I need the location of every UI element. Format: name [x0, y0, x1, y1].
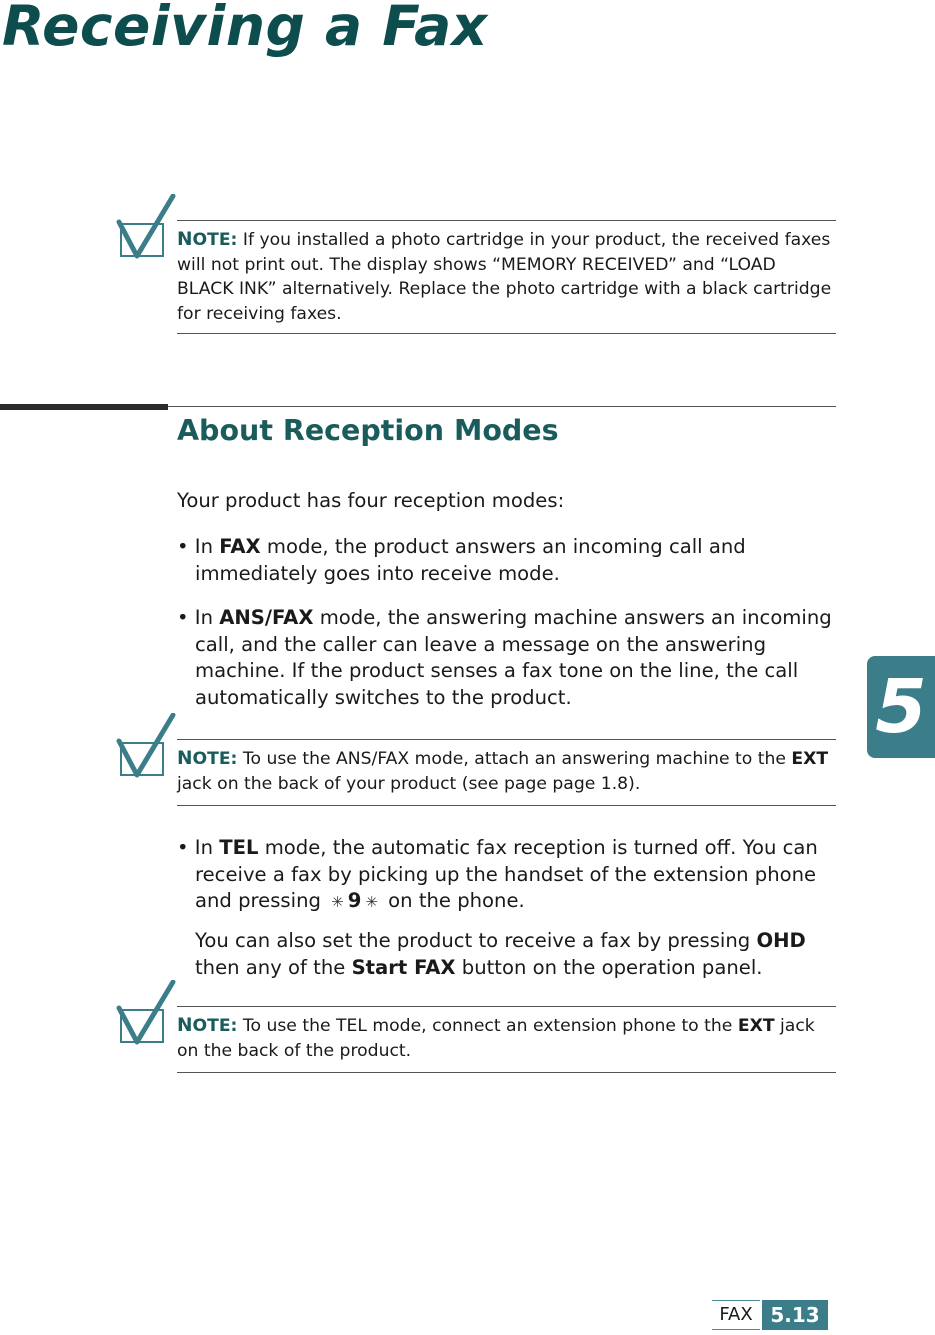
bullet-fax-mode: • In FAX mode, the product answers an incoming call and immediately goes into receive mode. — [177, 535, 746, 585]
note-bottom-rule — [177, 333, 836, 334]
note-label: NOTE: — [177, 1015, 238, 1036]
note-memory-received — [177, 228, 837, 326]
ext-jack-label: EXT — [737, 1016, 775, 1036]
chapter-tab: 5 — [867, 656, 935, 758]
note-label: NOTE: — [177, 229, 238, 250]
note-top-rule — [177, 220, 836, 221]
footer-section-label: FAX — [712, 1300, 760, 1330]
ext-jack-label: EXT — [791, 749, 829, 769]
start-fax-button-label: Start FAX — [351, 955, 456, 979]
nine-key: 9 — [347, 889, 362, 912]
section-rule — [168, 406, 836, 407]
tel-followup-paragraph: You can also set the product to receive a fax by pressing OHD then any of the Start FAX button on the operation panel. — [195, 929, 806, 979]
checkmark-note-icon — [115, 713, 177, 785]
note-top-rule — [177, 1006, 836, 1007]
mode-tel: TEL — [219, 836, 259, 859]
intro-paragraph: Your product has four reception modes: — [177, 489, 565, 512]
star-key-icon: ✳ — [365, 893, 378, 911]
section-bar — [0, 404, 168, 410]
note-ansfax: NOTE: To use the ANS/FAX mode, attach an answering machine to the EXT jack on the back of your product (see page page 1.8). — [177, 748, 829, 794]
page-title: Receiving a Fax — [2, 0, 488, 58]
note-tel: NOTE: To use the TEL mode, connect an extension phone to the EXT jack on the back of the product. — [177, 1015, 815, 1061]
checkmark-note-icon — [115, 194, 177, 266]
star-key-icon: ✳ — [331, 893, 344, 911]
bullet-tel-mode: • In TEL mode, the automatic fax reception is turned off. You can receive a fax by picking up the handset of the extension phone and pressing ✳ 9 ✳ on the phone. — [177, 836, 818, 912]
footer-page-number: 5.13 — [762, 1300, 828, 1330]
note-bottom-rule — [177, 1072, 836, 1073]
ohd-button-label: OHD — [756, 929, 806, 952]
note-bottom-rule — [177, 805, 836, 806]
section-heading: About Reception Modes — [177, 414, 559, 447]
note-text: If you installed a photo cartridge in your product, the received faxes will not print out. The display shows “MEMORY RECEIVED” and “LOAD BLACK INK” alternatively. Replace the photo cartridge with a black cartridge for receiving faxes. — [177, 230, 832, 324]
checkmark-note-icon — [115, 980, 177, 1052]
mode-fax: FAX — [219, 535, 261, 558]
bullet-ansfax-mode: • In ANS/FAX mode, the answering machine answers an incoming call, and the caller can leave a message on the answering machine. If the product senses a fax tone on the line, the call automatically switches to the product. — [177, 606, 832, 709]
mode-ansfax: ANS/FAX — [219, 606, 314, 629]
note-top-rule — [177, 739, 836, 740]
note-label: NOTE: — [177, 748, 238, 769]
